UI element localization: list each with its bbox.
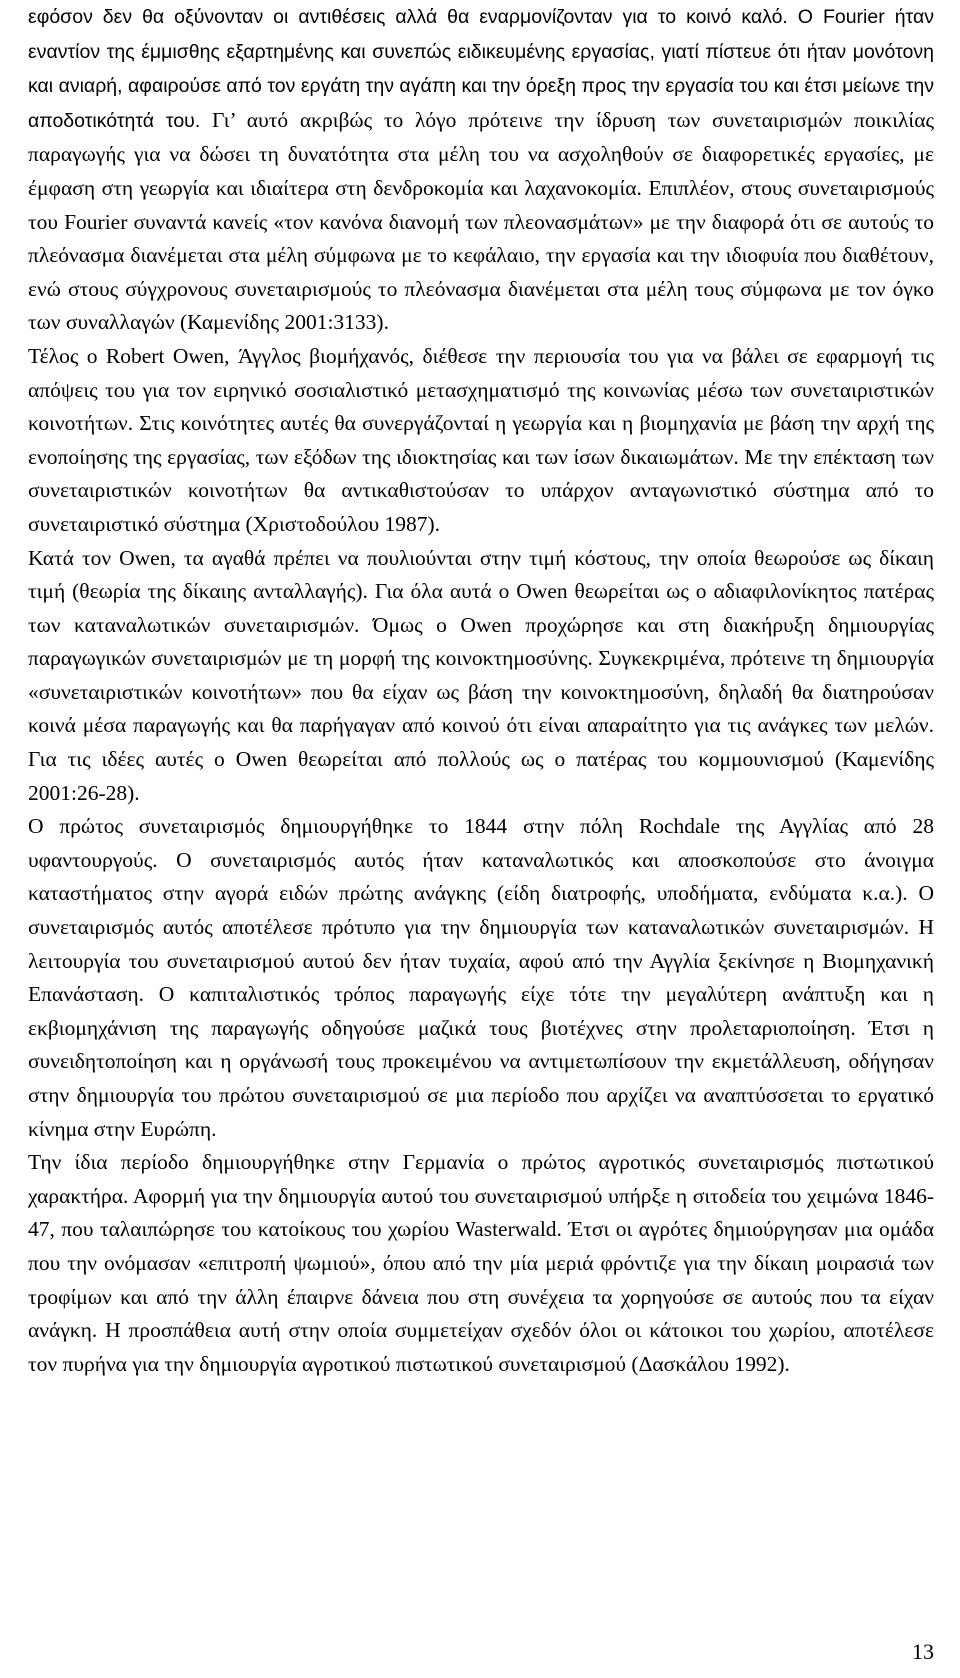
paragraph-rochdale: Ο πρώτος συνεταιρισμός δημιουργήθηκε το 1844 στην πόλη Rochdale της Αγγλίας από 28 υφαντουργούς. Ο συνεταιρισμός αυτός ήταν καταναλωτικός και αποσκοπούσε στο άνοιγμα καταστήματος στην αγορά ειδών πρώτης ανάγκης (είδη διατροφής, υποδήματα, ενδύματα κ.α.). Ο συνεταιρισμός αυτός αποτέλεσε πρότυπο για την δημιουργία των καταναλωτικών συνεταιρισμών. Η λειτουργία του συνεταιρισμού αυτού δεν ήταν τυχαία, αφού από την Αγγλία ξεκίνησε η Βιομηχανική Επανάσταση. Ο καπιταλιστικός τρόπος παραγωγής είχε τότε την μεγαλύτερη ανάπτυξη και η εκβιομηχάνιση της παραγωγής οδηγούσε μαζικά τους βιοτέχνες στην προλεταριοποίηση. Έτσι η συνειδητοποίηση και η οργάνωσή τους προκειμένου να αντιμετωπίσουν την εκμετάλλευση, οδήγησαν στην δημιουργία του πρώτου συνεταιρισμού σε μια περίοδο που αρχίζει να αναπτύσσεται το εργατικό κίνημα στην Ευρώπη. bbox=[28, 814, 934, 1141]
paragraph-fourier-serif-text: Γι’ αυτό ακριβώς το λόγο πρότεινε την ίδρυση των συνεταιρισμών ποικιλίας παραγωγής για να δώσει τη δυνατότητα στα μέλη του να ασχοληθούν σε διαφορετικές εργασίες, με έμφαση στη γεωργία και ιδιαίτερα στη δενδροκομία και λαχανοκομία. Επιπλέον, στους συνεταιρισμούς του Fourier συναντά κανείς «τον κανόνα διανομή των πλεονασμάτων» με την διαφορά ότι σε αυτούς το πλεόνασμα διανέμεται στα μέλη σύμφωνα με το κεφάλαιο, την εργασία και την ιδιοφυία που διαθέτουν, ενώ στους σύγχρονους συνεταιρισμούς το πλεόνασμα διανέμεται στα μέλη τους σύμφωνα με τον όγκο των συναλλαγών (Καμενίδης 2001:3133). bbox=[28, 107, 934, 335]
paragraph-owen-prices: Κατά τον Owen, τα αγαθά πρέπει να πουλιούνται στην τιμή κόστους, την οποία θεωρούσε ως δίκαιη τιμή (θεωρία της δίκαιης ανταλλαγής). Για όλα αυτά ο Owen θεωρείται ως ο αδιαφιλονίκητος πατέρας των καταναλωτικών συνεταιρισμών. Όμως ο Owen προχώρησε και στη διακήρυξη δημιουργίας παραγωγικών συνεταιρισμών με τη μορφή της κοινοκτημοσύνης. Συγκεκριμένα, πρότεινε τη δημιουργία «συνεταιριστικών κοινοτήτων» που θα είχαν ως βάση την κοινοκτημοσύνη, δηλαδή θα διατηρούσαν κοινά μέσα παραγωγής και θα παρήγαγαν από κοινού ότι είναι απαραίτητο για τις ανάγκες των μελών. Για τις ιδέες αυτές ο Owen θεωρείται από πολλούς ως ο πατέρας του κομμουνισμού (Καμενίδης 2001:26-28). bbox=[28, 545, 934, 805]
paragraph-owen-intro: Τέλος ο Robert Owen, Άγγλος βιομήχανός, διέθεσε την περιουσία του για να βάλει σε εφαρμογή τις απόψεις του για τον ειρηνικό σοσιαλιστικό μετασχηματισμό της κοινωνίας μέσω των συνεταιριστικών κοινοτήτων. Στις κοινότητες αυτές θα συνεργάζονταί η γεωργία και η βιομηχανία με βάση την αρχή της ενοποίησης της εργασίας, των εξόδων της ιδιοκτησίας και των ίσων δικαιωμάτων. Με την επέκταση των συνεταιριστικών κοινοτήτων θα αντικαθιστούσαν το υπάρχον ανταγωνιστικό σύστημα από το συνεταιριστικό σύστημα (Χριστοδούλου 1987). bbox=[28, 343, 934, 536]
paragraph-fourier bbox=[28, 0, 934, 340]
paragraph-germany-credit: Την ίδια περίοδο δημιουργήθηκε στην Γερμανία ο πρώτος αγροτικός συνεταιρισμός πιστωτικού χαρακτήρα. Αφορμή για την δημιουργία αυτού του συνεταιρισμού υπήρξε η σιτοδεία του χειμώνα 1846-47, που ταλαιπώρησε του κατοίκους του χωρίου Wasterwald. Έτσι οι αγρότες δημιούργησαν μια ομάδα που την ονόμασαν «επιτροπή ψωμιού», όπου από την μία μεριά φρόντιζε για την δίκαιη μοιρασιά των τροφίμων και από την άλλη έπαιρνε δάνεια που στη συνέχεια τα χορηγούσε σε αυτούς που τα είχαν ανάγκη. Η προσπάθεια αυτή στην οποία συμμετείχαν σχεδόν όλοι οι κάτοικοι του χωρίου, αποτέλεσε τον πυρήνα για την δημιουργία αγροτικού πιστωτικού συνεταιρισμού (Δασκάλου 1992). bbox=[28, 1150, 934, 1376]
document-page bbox=[28, 0, 934, 1381]
page-number: 13 bbox=[912, 1639, 934, 1664]
paragraph-fourier-sans-text: εφόσον δεν θα οξύνονταν οι αντιθέσεις αλλά θα εναρμονίζονταν για το κοινό καλό. Ο Fourier ήταν εναντίον της έμμισθης εξαρτημένης και συνεπώς ειδικευμένης εργασίας, γιατί πίστευε ότι ήταν μονότονη και ανιαρή, αφαιρούσε από τον εργάτη την αγάπη και την όρεξη προς την εργασία του και έτσι μείωνε την αποδοτικότητά του. bbox=[28, 6, 934, 132]
